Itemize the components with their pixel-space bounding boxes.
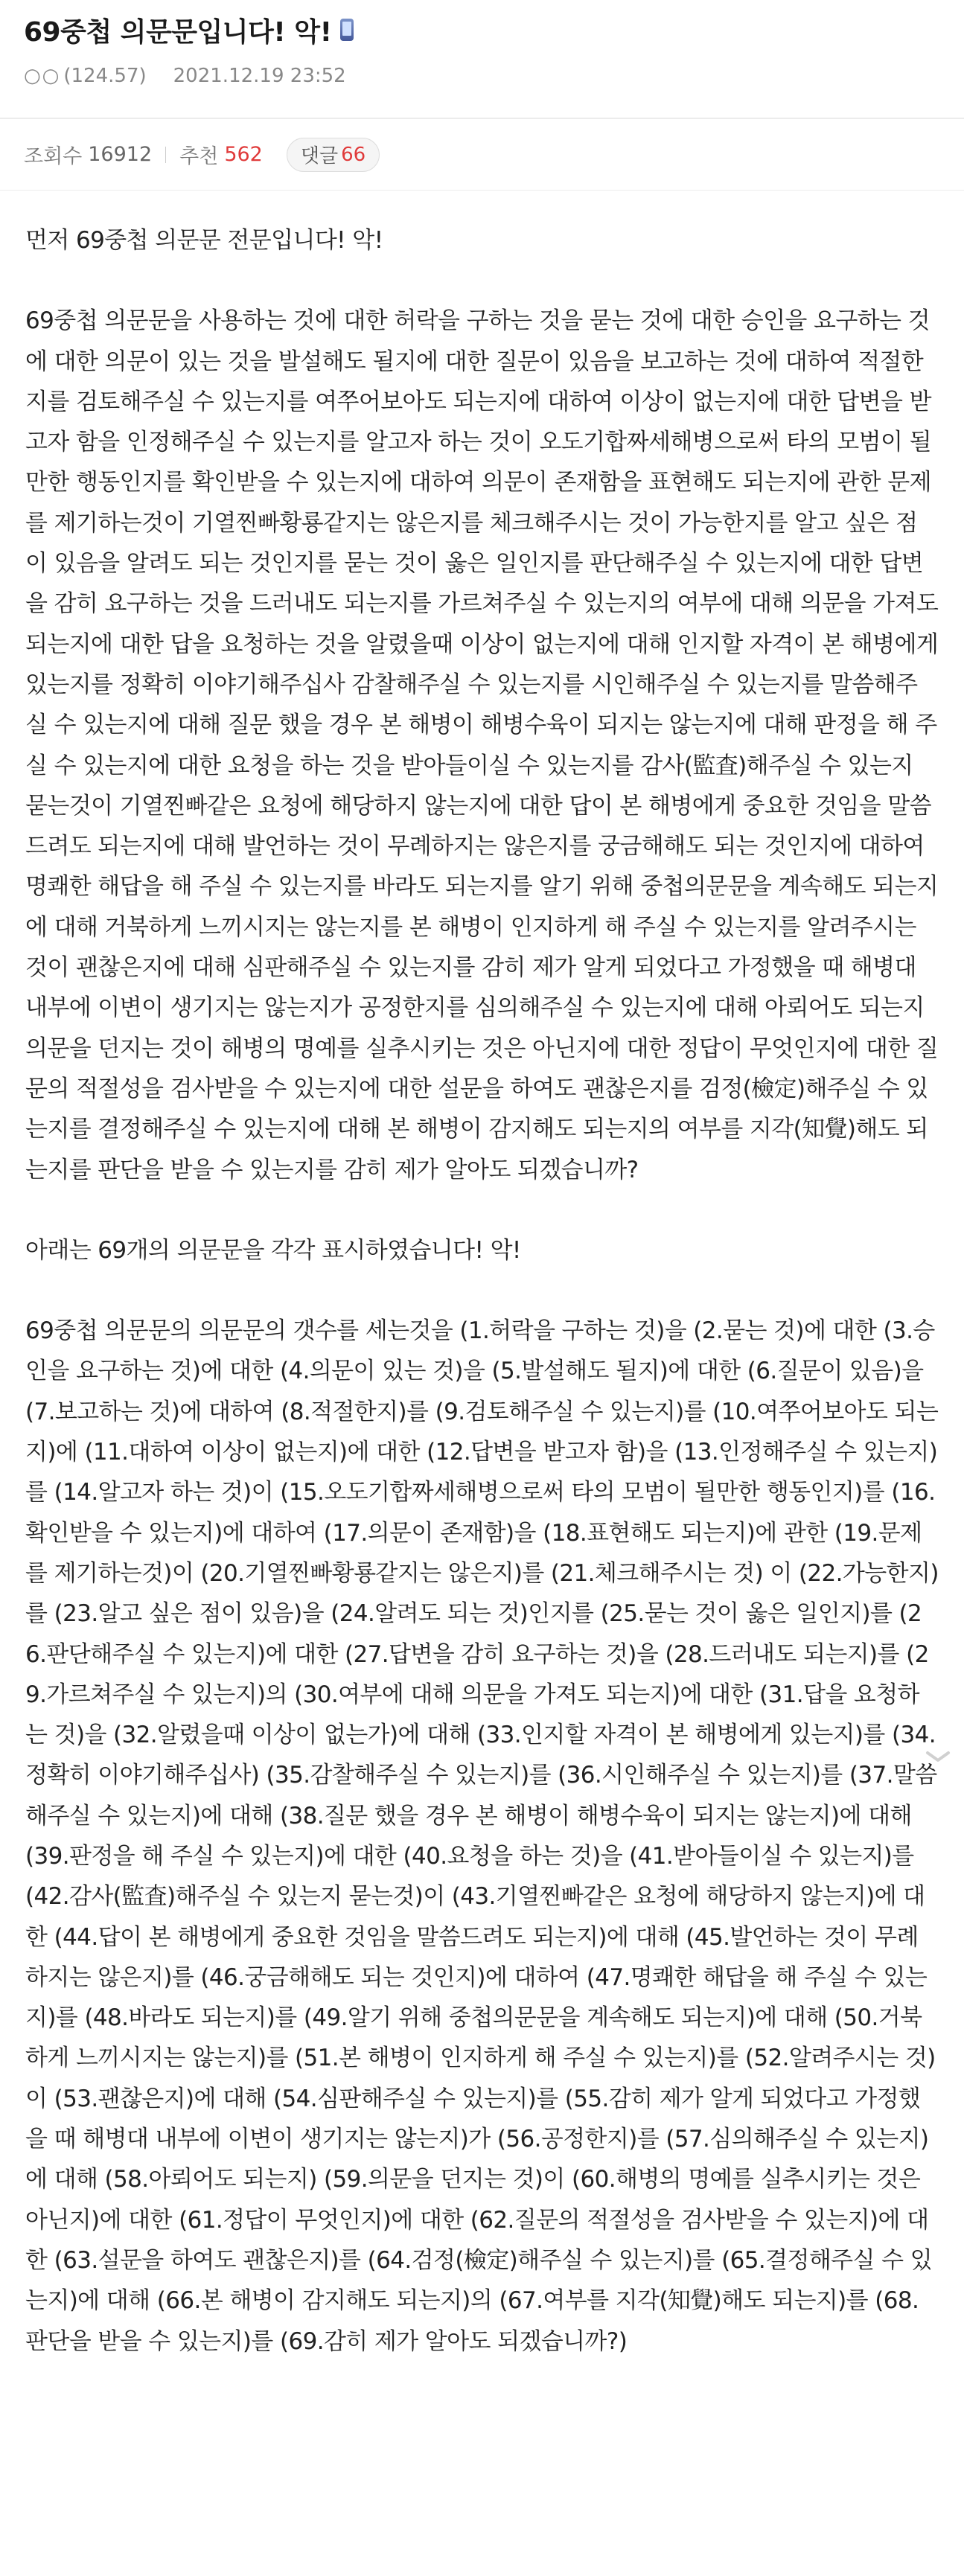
views-count: 16912 (88, 143, 153, 166)
paragraph-spacer (25, 1190, 939, 1230)
recommend-count: 562 (224, 143, 263, 166)
recommend-label: 추천 (179, 145, 219, 168)
post-stats (0, 119, 964, 191)
numbered-questions-paragraph: 69중첩 의문문의 의문문의 갯수를 세는것을 (1.허락을 구하는 것)을 (2.묻는 것)에 대한 (3.승인을 요구하는 것)에 대한 (4.의문이 있는 것)을 (5.발설해도 될지)에 대한 (6.질문이 있음)을 (7.보고하는 것)에 대하여 (8.적절한지)를 (9.검토해주실 수 있는지)를 (10.여쭈어보아도 되는지)에 (11.대하여 이상이 없는지)에 대한 (12.답변을 받고자 함)을 (13.인정해주실 수 있는지)를 (14.알고자 하는 것)이 (15.오도기합짜세해병으로써 타의 모범이 될만한 행동인지)를 (16.확인받을 수 있는지)에 대하여 (17.의문이 존재함)을 (18.표현해도 되는지)에 관한 (19.문제를 제기하는것)이 (20.기열찐빠황룡같지는 않은지)를 (21.체크해주시는 것) 이 (22.가능한지)를 (23.알고 싶은 점이 있음)을 (24.알려도 되는 것)인지를 (25.묻는 것이 옳은 일인지)를 (26.판단해주실 수 있는지)에 대한 (27.답변을 감히 요구하는 것)을 (28.드러내도 되는지)를 (29.가르쳐주실 수 있는지)의 (30.여부에 대해 의문을 가져도 되는지)에 대한 (31.답을 요청하는 것)을 (32.알렸을때 이상이 없는가)에 대해 (33.인지할 자격이 본 해병에게 있는지)를 (34.정확히 이야기해주십사) (35.감찰해주실 수 있는지)를 (36.시인해주실 수 있는지)를 (37.말씀해주실 수 있는지)에 대해 (38.질문 했을 경우 본 해병이 해병수육이 되지는 않는지)에 대해 (39.판정을 해 주실 수 있는지)에 대한 (40.요청을 하는 것)을 (41.받아들이실 수 있는지)를 (42.감사(監査)해주실 수 있는지 묻는것)이 (43.기열찐빠같은 요청에 해당하지 않는지)에 대한 (44.답이 본 해병에게 중요한 것임을 말씀드려도 되는지)에 대해 (45.발언하는 것이 무례하지는 않은지)를 (46.궁금해해도 되는 것인지)에 대하여 (47.명쾌한 해답을 해 주실 수 있는지)를 (48.바라도 되는지)를 (49.알기 위해 중첩의문문을 계속해도 되는지)에 대해 (50.거북하게 느끼시지는 않는지)를 (51.본 해병이 인지하게 해 주실 수 있는지)를 (52.알려주시는 것)이 (53.괜찮은지)에 대해 (54.심판해주실 수 있는지)를 (55.감히 제가 알게 되었다고 가정했을 때 해병대 내부에 이변이 생기지는 않는지)가 (56.공정한지)를 (57.심의해주실 수 있는지)에 대해 (58.아뢰어도 되는지) (59.의문을 던지는 것)이 (60.해병의 명예를 실추시키는 것은 아닌지)에 대한 (61.정답이 무엇인지)에 대한 (62.질문의 적절성을 검사받을 수 있는지)에 대한 (63.설문을 하여도 괜찮은지)를 (64.검정(檢定)해주실 수 있는지)를 (65.결정해주실 수 있는지)에 대해 (66.본 해병이 감지해도 되는지)의 (67.여부를 지각(知覺)해도 되는지)를 (68.판단을 받을 수 있는지)를 (69.감히 제가 알아도 되겠습니까?) (25, 1317, 939, 2355)
post-date: 2021.12.19 23:52 (173, 65, 346, 87)
comments-count: 66 (341, 143, 366, 166)
paragraph-spacer (25, 1271, 939, 1311)
list-intro-paragraph: 아래는 69개의 의문문을 각각 표시하였습니다! 악! (25, 1236, 521, 1264)
author-name[interactable]: ○○ (24, 65, 61, 87)
author-ip: (124.57) (63, 65, 147, 87)
paragraph-spacer (25, 261, 939, 301)
post-title: 69중첩 의문문입니다! 악! (24, 16, 332, 48)
post-header (0, 0, 964, 119)
chevron-down-icon[interactable] (925, 1751, 951, 1762)
comments-button[interactable] (287, 138, 380, 172)
comments-label: 댓글 (300, 145, 339, 167)
stat-divider (165, 147, 166, 163)
mobile-phone-icon (340, 19, 354, 41)
post-meta (24, 60, 940, 92)
post-title-row (24, 6, 940, 54)
views-label: 조회수 (24, 145, 83, 168)
intro-paragraph: 먼저 69중첩 의문문 전문입니다! 악! (25, 227, 383, 254)
full-question-paragraph: 69중첩 의문문을 사용하는 것에 대한 허락을 구하는 것을 묻는 것에 대한 승인을 요구하는 것에 대한 의문이 있는 것을 발설해도 될지에 대한 질문이 있음을 보고하는 것에 대하여 적절한지를 검토해주실 수 있는지를 여쭈어보아도 되는지에 대하여 이상이 없는지에 대한 답변을 받고자 함을 인정해주실 수 있는지를 알고자 하는 것이 오도기합짜세해병으로써 타의 모범이 될만한 행동인지를 확인받을 수 있는지에 대하여 의문이 존재함을 표현해도 되는지에 관한 문제를 제기하는것이 기열찐빠황룡같지는 않은지를 체크해주시는 것이 가능한지를 알고 싶은 점이 있음을 알려도 되는 것인지를 묻는 것이 옳은 일인지를 판단해주실 수 있는지에 대한 답변을 감히 요구하는 것을 드러내도 되는지를 가르쳐주실 수 있는지의 여부에 대해 의문을 가져도 되는지에 대한 답을 요청하는 것을 알렸을때 이상이 없는지에 대해 인지할 자격이 본 해병에게 있는지를 정확히 이야기해주십사 감찰해주실 수 있는지를 시인해주실 수 있는지를 말씀해주실 수 있는지에 대해 질문 했을 경우 본 해병이 해병수육이 되지는 않는지에 대해 판정을 해 주실 수 있는지에 대한 요청을 하는 것을 받아들이실 수 있는지를 감사(監査)해주실 수 있는지 묻는것이 기열찐빠같은 요청에 해당하지 않는지에 대한 답이 본 해병에게 중요한 것임을 말씀드려도 되는지에 대해 발언하는 것이 무례하지는 않은지를 궁금해해도 되는 것인지에 대하여 명쾌한 해답을 해 주실 수 있는지를 바라도 되는지를 알기 위해 중첩의문문을 계속해도 되는지에 대해 거북하게 느끼시지는 않는지를 본 해병이 인지하게 해 주실 수 있는지를 알려주시는 것이 괜찮은지에 대해 심판해주실 수 있는지를 감히 제가 알게 되었다고 가정했을 때 해병대 내부에 이변이 생기지는 않는지가 공정한지를 심의해주실 수 있는지에 대해 아뢰어도 되는지 의문을 던지는 것이 해병의 명예를 실추시키는 것은 아닌지에 대한 정답이 무엇인지에 대한 질문의 적절성을 검사받을 수 있는지에 대한 설문을 하여도 괜찮은지를 검정(檢定)해주실 수 있는지를 결정해주실 수 있는지에 대해 본 해병이 감지해도 되는지의 여부를 지각(知覺)해도 되는지를 판단을 받을 수 있는지를 감히 제가 알아도 되겠습니까? (25, 307, 939, 1183)
post-body (0, 191, 964, 2362)
